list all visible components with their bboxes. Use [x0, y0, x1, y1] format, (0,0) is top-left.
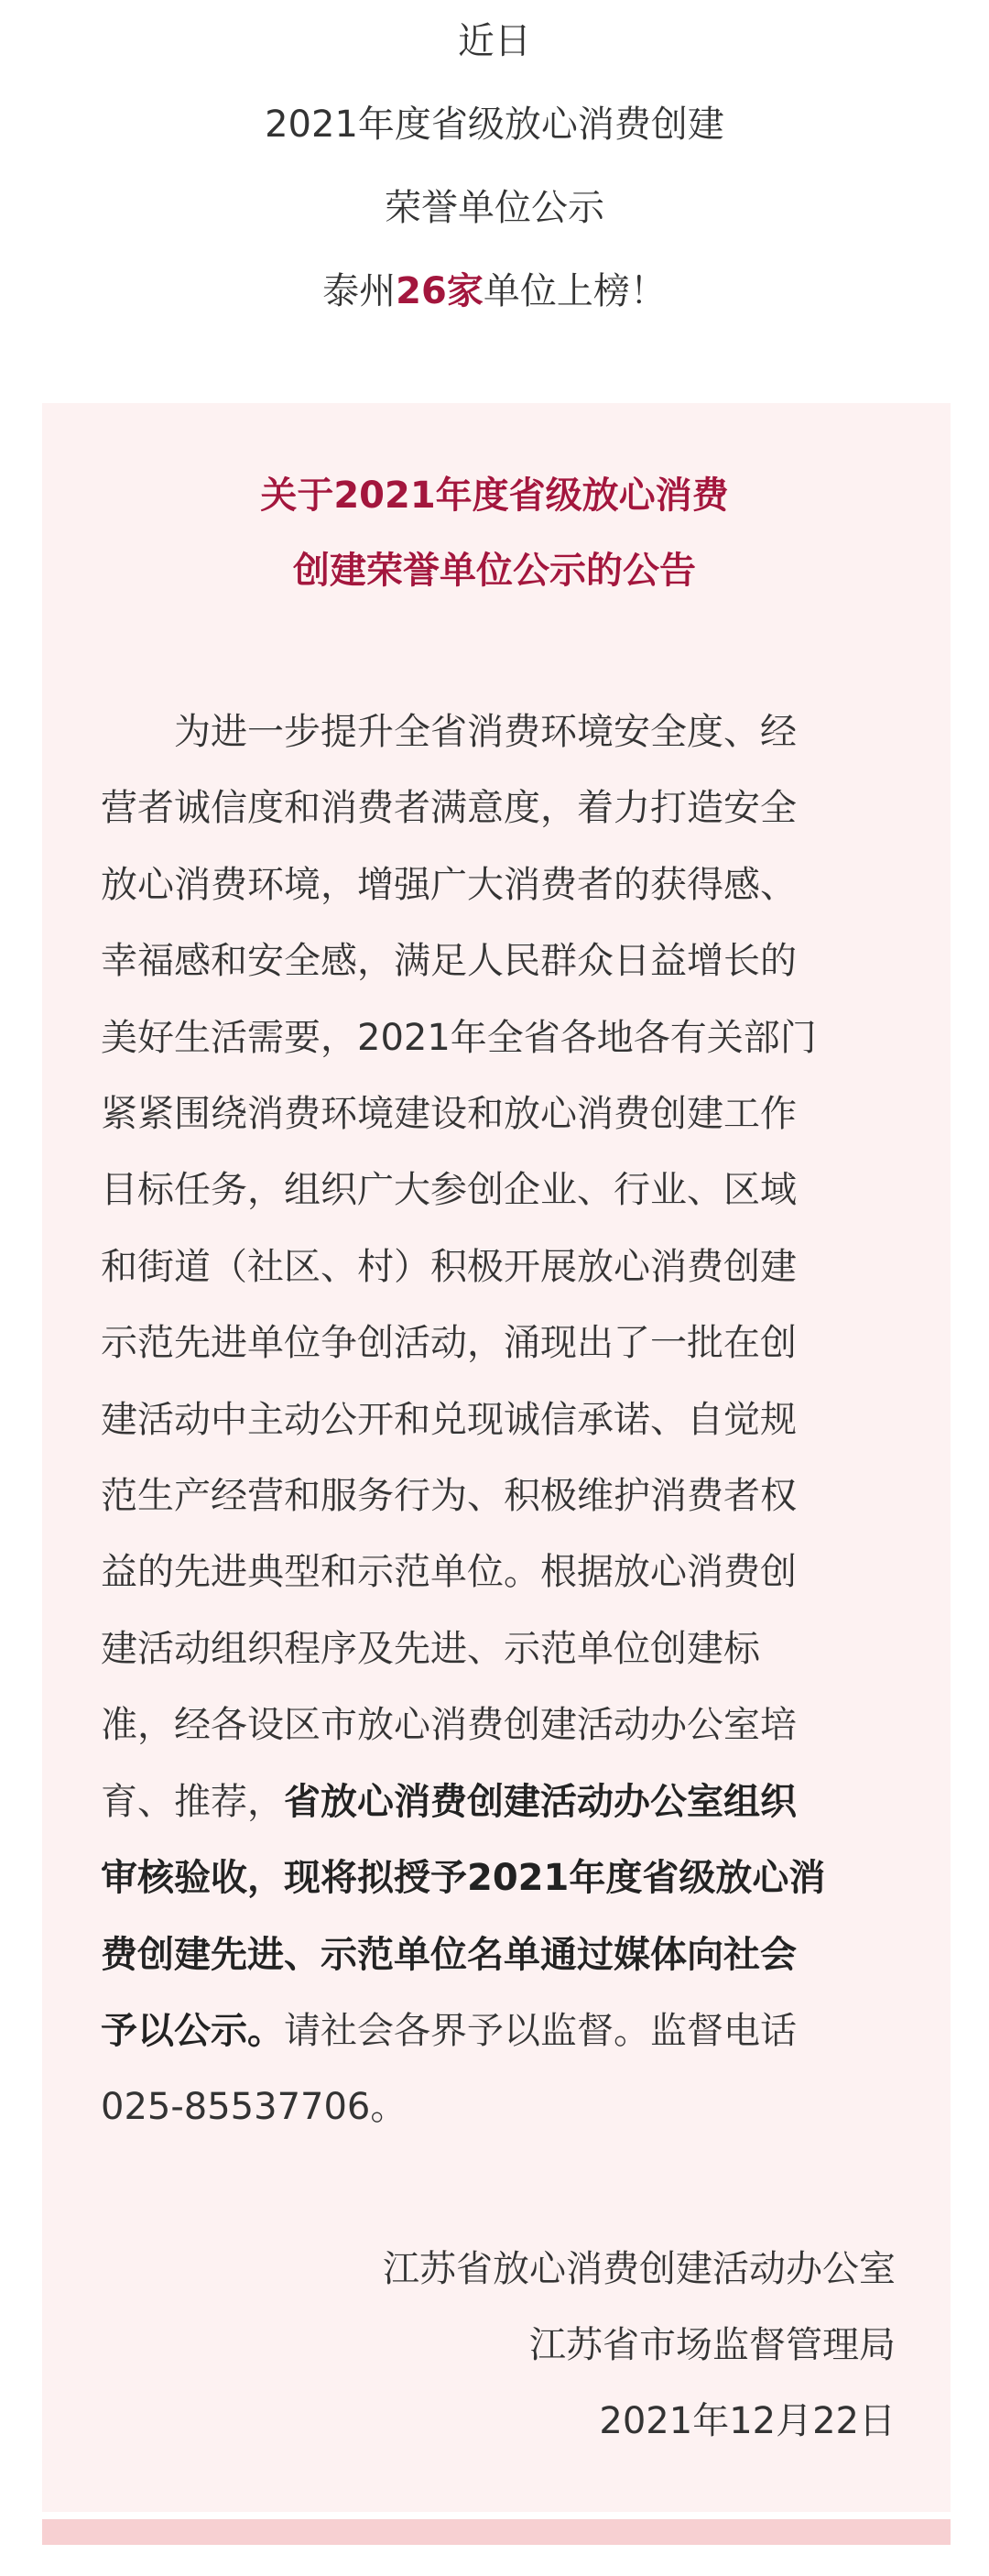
body-line: 放心消费环境，增强广大消费者的获得感、 — [101, 863, 797, 906]
body-line: 幸福感和安全感，满足人民群众日益增长的 — [101, 940, 797, 983]
body-line: 为进一步提升全省消费环境安全度、经 — [174, 711, 797, 753]
headline-line-1: 近日 — [458, 20, 531, 62]
body-text-bold: 省放心消费创建活动办公室组织 — [284, 1780, 797, 1823]
bottom-divider-bar — [42, 2519, 951, 2545]
body-line: 目标任务，组织广大参创企业、行业、区域 — [101, 1169, 797, 1212]
signature-org-2: 江苏省市场监督管理局 — [529, 2324, 896, 2366]
body-line: 紧紧围绕消费环境建设和放心消费创建工作 — [101, 1093, 797, 1136]
headline-city: 泰州 — [322, 270, 397, 312]
headline-suffix: 单位上榜！ — [483, 270, 667, 312]
headline-line-4 — [0, 250, 989, 333]
body-line: 建活动组织程序及先进、示范单位创建标 — [101, 1627, 760, 1670]
body-text-bold: 予以公示。 — [101, 2009, 284, 2052]
headline-count-highlight: 26家 — [396, 270, 484, 312]
body-line — [101, 1917, 897, 1993]
headline — [0, 0, 989, 333]
notice-title-line-2: 创建荣誉单位公示的公告 — [293, 550, 696, 592]
body-text-normal: 请社会各界予以监督。监督电话 — [284, 2009, 797, 2052]
notice-title — [0, 458, 989, 608]
body-text-bold: 审核验收，现将拟授予2021年度省级放心消 — [101, 1857, 826, 1900]
notice-title-line-1: 关于2021年度省级放心消费 — [260, 475, 729, 517]
body-line: 建活动中主动公开和兑现诚信承诺、自觉规 — [101, 1398, 797, 1441]
headline-line-2: 2021年度省级放心消费创建 — [265, 104, 724, 146]
headline-line-3: 荣誉单位公示 — [385, 187, 604, 229]
body-line: 营者诚信度和消费者满意度，着力打造安全 — [101, 787, 797, 830]
body-line: 范生产经营和服务行为、积极维护消费者权 — [101, 1475, 797, 1518]
signature-date: 2021年12月22日 — [599, 2400, 896, 2442]
body-line — [101, 1993, 897, 2069]
body-text-bold: 费创建先进、示范单位名单通过媒体向社会 — [101, 1933, 797, 1976]
supervision-phone: 025-85537706。 — [101, 2086, 408, 2129]
signature-org-1: 江苏省放心消费创建活动办公室 — [383, 2248, 896, 2290]
body-line: 益的先进典型和示范单位。根据放心消费创 — [101, 1551, 797, 1594]
body-line: 准，经各设区市放心消费创建活动办公室培 — [101, 1704, 797, 1747]
body-line: 示范先进单位争创活动，涌现出了一批在创 — [101, 1322, 797, 1365]
body-line: 美好生活需要，2021年全省各地各有关部门 — [101, 1016, 817, 1059]
body-line: 和街道（社区、村）积极开展放心消费创建 — [101, 1245, 797, 1288]
body-text-normal: 育、推荐， — [101, 1780, 284, 1823]
body-line — [101, 1840, 897, 1916]
signature-block — [101, 2232, 896, 2460]
notice-body — [101, 694, 897, 2146]
body-line — [101, 1764, 897, 1840]
